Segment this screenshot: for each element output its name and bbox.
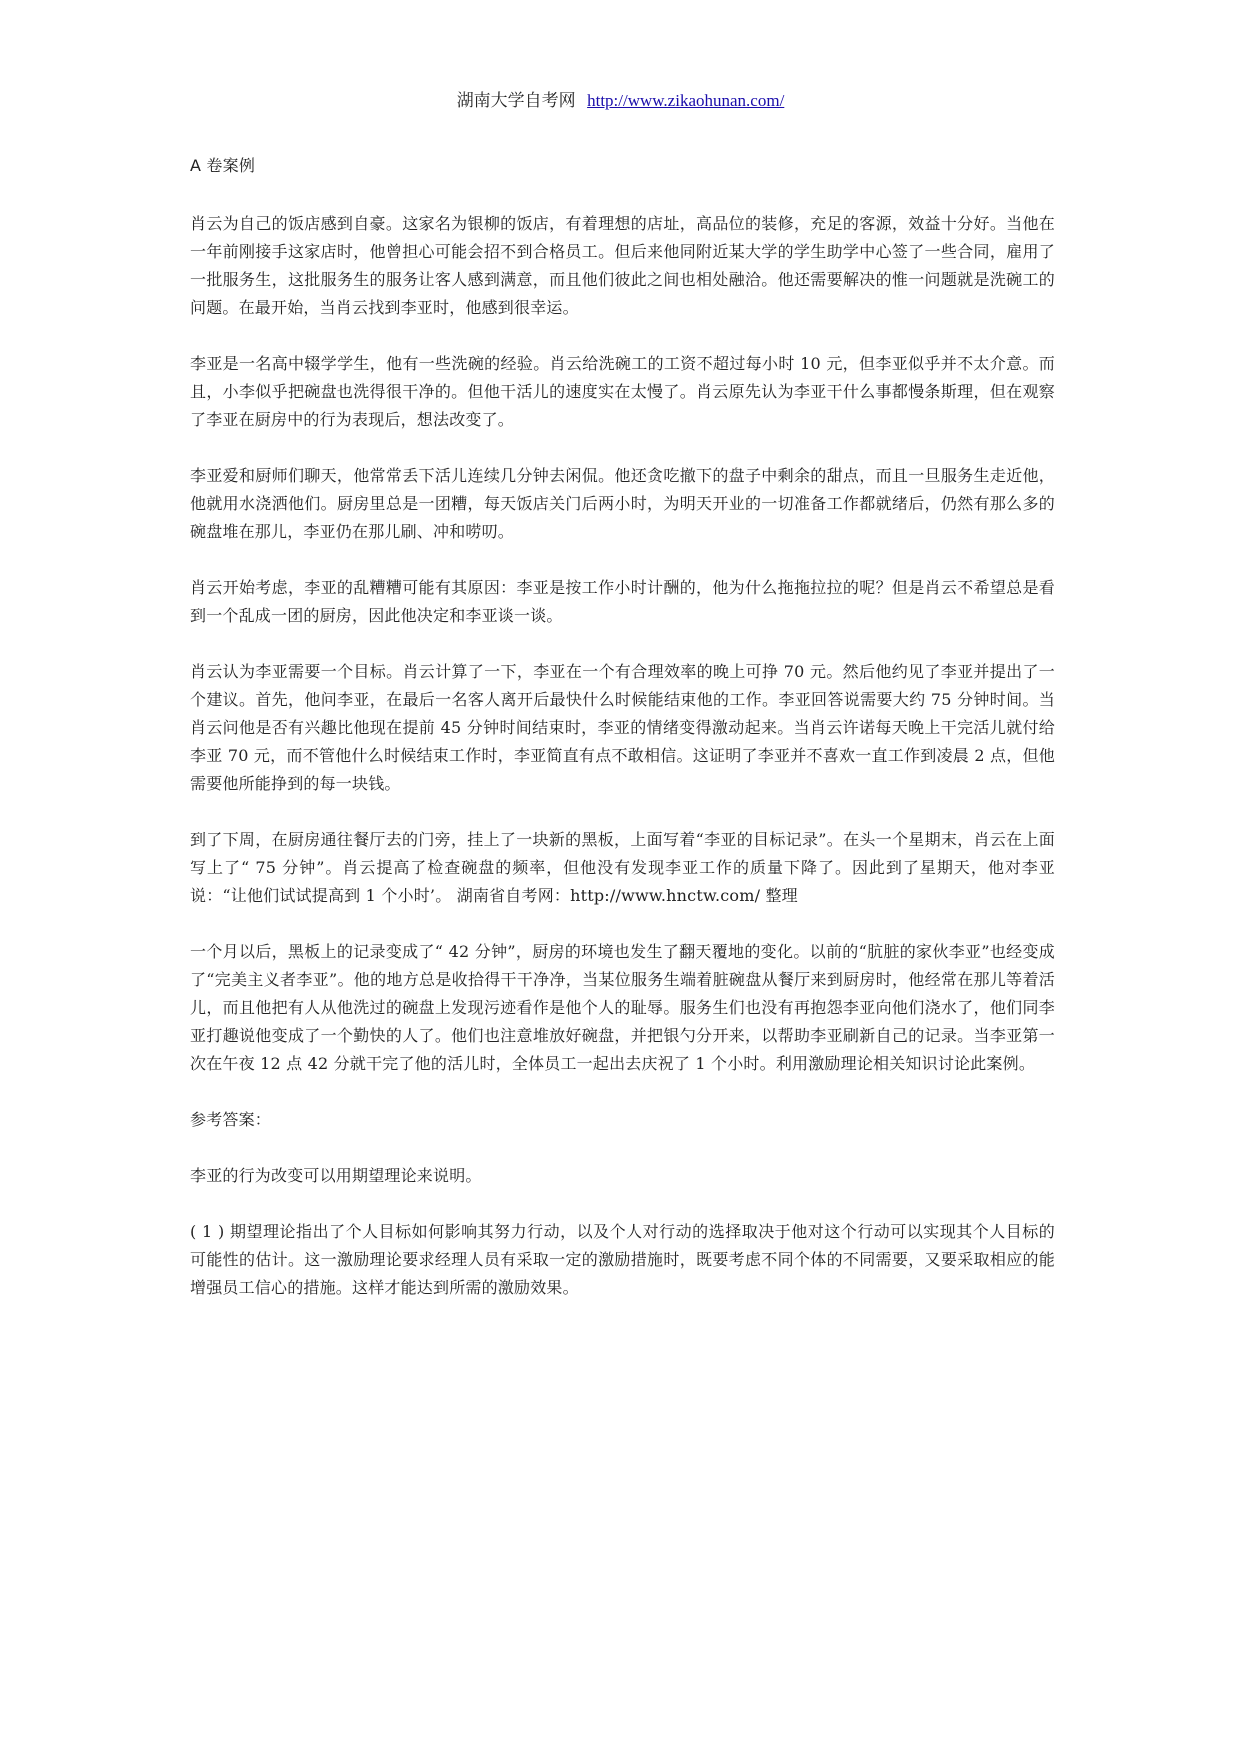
site-url-link[interactable]: http://www.zikaohunan.com/: [587, 91, 785, 110]
paragraph-3: 李亚爱和厨师们聊天，他常常丢下活儿连续几分钟去闲侃。他还贪吃撤下的盘子中剩余的甜点，而且一旦服务生走近他，他就用水浇洒他们。厨房里总是一团糟，每天饭店关门后两小时，为明天开业的一切准备工作都就绪后，仍然有那么多的碗盘堆在那儿，李亚仍在那儿刷、冲和唠叨。: [190, 466, 1055, 541]
site-name: 湖南大学自考网: [456, 91, 576, 111]
paragraph-4: 肖云开始考虑，李亚的乱糟糟可能有其原因：李亚是按工作小时计酬的，他为什么拖拖拉拉的呢？但是肖云不希望总是看到一个乱成一团的厨房，因此他决定和李亚谈一谈。: [190, 578, 1055, 625]
paragraph-2: 李亚是一名高中辍学学生，他有一些洗碗的经验。肖云给洗碗工的工资不超过每小时 10 元，但李亚似乎并不太介意。而且，小李似乎把碗盘也洗得很干净的。但他干活儿的速度实在太慢了。肖云原先认为李亚干什么事都慢条斯理，但在观察了李亚在厨房中的行为表现后，想法改变了。: [190, 354, 1055, 429]
answer-intro: 李亚的行为改变可以用期望理论来说明。: [190, 1166, 482, 1185]
paragraph-5: 肖云认为李亚需要一个目标。肖云计算了一下，李亚在一个有合理效率的晚上可挣 70 元。然后他约见了李亚并提出了一个建议。首先，他问李亚，在最后一名客人离开后最快什么时候能结束他的工作。李亚回答说需要大约 75 分钟时间。当肖云问他是否有兴趣比他现在提前 45 分钟时间结束时，李亚的情绪变得激动起来。当肖云许诺每天晚上干完活儿就付给李亚 70 元，而不管他什么时候结束工作时，李亚简直有点不敢相信。这证明了李亚并不喜欢一直工作到凌晨 2 点，但他需要他所能挣到的每一块钱。: [190, 662, 1055, 793]
document-body: [190, 152, 1055, 1330]
paragraph-1: 肖云为自己的饭店感到自豪。这家名为银柳的饭店，有着理想的店址，高品位的装修，充足的客源，效益十分好。当他在一年前刚接手这家店时，他曾担心可能会招不到合格员工。但后来他同附近某大学的学生助学中心签了一些合同，雇用了一批服务生，这批服务生的服务让客人感到满意，而且他们彼此之间也相处融洽。他还需要解决的惟一问题就是洗碗工的问题。在最开始，当肖云找到李亚时，他感到很幸运。: [190, 214, 1055, 317]
answer-heading: 参考答案：: [190, 1110, 272, 1129]
page-header: [0, 89, 1241, 113]
paragraph-6: 到了下周，在厨房通往餐厅去的门旁，挂上了一块新的黑板，上面写着“李亚的目标记录”。在头一个星期末，肖云在上面写上了“ 75 分钟”。肖云提高了检查碗盘的频率，但他没有发现李亚工作的质量下降了。因此到了星期天，他对李亚说：“让他们试试提高到 1 个小时’。 湖南省自考网：http://www.hnctw.com/ 整理: [190, 830, 1055, 905]
paragraph-7: 一个月以后，黑板上的记录变成了“ 42 分钟”，厨房的环境也发生了翻天覆地的变化。以前的“肮脏的家伙李亚”也经变成了“完美主义者李亚”。他的地方总是收拾得干干净净，当某位服务生端着脏碗盘从餐厅来到厨房时，他经常在那儿等着活儿，而且他把有人从他洗过的碗盘上发现污迹看作是他个人的耻辱。服务生们也没有再抱怨李亚向他们浇水了，他们同李亚打趣说他变成了一个勤快的人了。他们也注意堆放好碗盘，并把银勺分开来，以帮助李亚刷新自己的记录。当李亚第一次在午夜 12 点 42 分就干完了他的活儿时，全体员工一起出去庆祝了 1 个小时。利用激励理论相关知识讨论此案例。: [190, 942, 1055, 1073]
answer-point-1: ( 1 ) 期望理论指出了个人目标如何影响其努力行动，以及个人对行动的选择取决于他对这个行动可以实现其个人目标的可能性的估计。这一激励理论要求经理人员有采取一定的激励措施时，既要考虑不同个体的不同需要，又要采取相应的能增强员工信心的措施。这样才能达到所需的激励效果。: [190, 1222, 1055, 1297]
section-title: A 卷案例: [190, 156, 256, 175]
